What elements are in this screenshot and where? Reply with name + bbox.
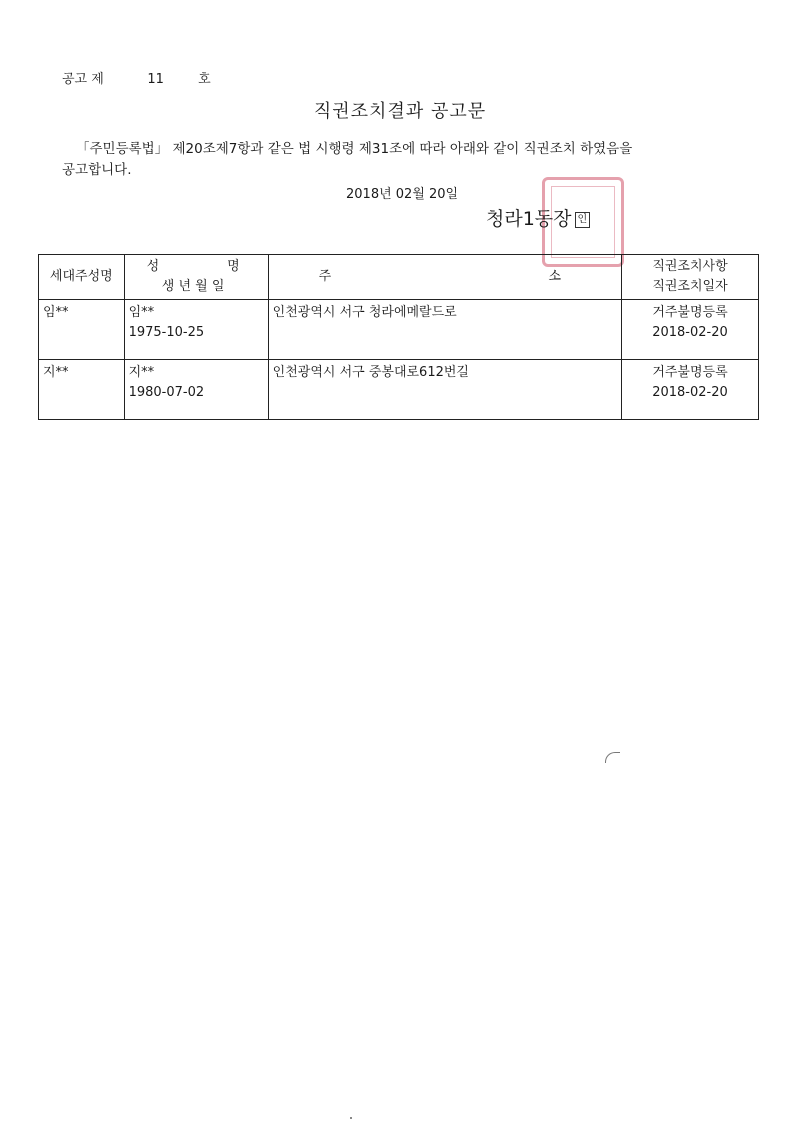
action-results-table xyxy=(38,254,759,420)
cell-action-type: 거주불명등록 xyxy=(652,365,728,380)
scan-dot-mark xyxy=(350,1117,352,1119)
cell-name-birth xyxy=(124,300,268,360)
cell-address: 인천광역시 서구 청라에메랄드로 xyxy=(268,300,621,360)
header-action xyxy=(622,255,759,300)
header-action-type: 직권조치사항 xyxy=(652,259,728,274)
cell-action-date: 2018-02-20 xyxy=(652,325,728,340)
notice-body-line-1: 「주민등록법」 제20조제7항과 같은 법 시행령 제31조에 따라 아래와 같이 직권조치 하였음을 xyxy=(76,141,633,157)
cell-name: 지** xyxy=(128,365,155,380)
cell-birth: 1975-10-25 xyxy=(128,325,205,340)
header-name: 성 명 xyxy=(146,259,240,274)
notice-body-line-2: 공고합니다. xyxy=(62,162,132,178)
cell-address: 인천광역시 서구 중봉대로612번길 xyxy=(268,360,621,420)
notice-number-value: 11 xyxy=(147,72,164,87)
pen-stroke-mark xyxy=(605,752,620,763)
notice-number-suffix: 호 xyxy=(198,72,211,87)
header-action-date: 직권조치일자 xyxy=(652,279,728,294)
table-row xyxy=(39,300,759,360)
notice-date: 2018년 02월 20일 xyxy=(346,187,459,202)
cell-action xyxy=(622,360,759,420)
cell-name-birth xyxy=(124,360,268,420)
table-header-row xyxy=(39,255,759,300)
cell-householder: 임** xyxy=(39,300,125,360)
header-householder: 세대주성명 xyxy=(39,255,125,300)
header-address: 주 소 xyxy=(268,255,621,300)
cell-action-type: 거주불명등록 xyxy=(652,305,728,320)
seal-mark-label: 인 xyxy=(575,212,591,228)
header-name-birth xyxy=(124,255,268,300)
cell-action xyxy=(622,300,759,360)
issuer xyxy=(486,204,590,231)
table-row xyxy=(39,360,759,420)
notice-number-prefix: 공고 제 xyxy=(62,72,104,87)
header-birth: 생 년 월 일 xyxy=(161,279,225,294)
cell-birth: 1980-07-02 xyxy=(128,385,205,400)
notice-number xyxy=(62,68,211,87)
notice-body xyxy=(62,139,742,181)
cell-householder: 지** xyxy=(39,360,125,420)
issuer-name: 청라1동장 xyxy=(486,208,572,230)
cell-name: 임** xyxy=(128,305,155,320)
document-title: 직권조치결과 공고문 xyxy=(313,101,487,122)
cell-action-date: 2018-02-20 xyxy=(652,385,728,400)
